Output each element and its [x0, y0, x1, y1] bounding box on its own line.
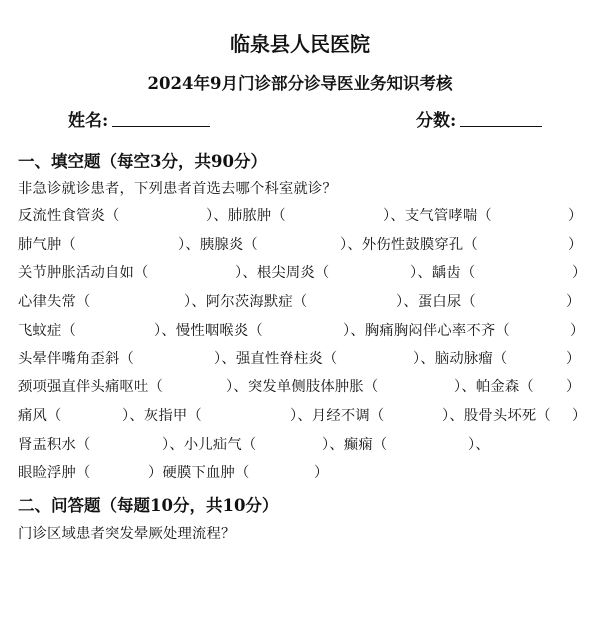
row-segment: 颈项强直伴头痛呕吐（ — [18, 379, 163, 395]
row-segment: ）、肺脓肿（ — [206, 208, 286, 224]
row-segment: ）、灰指甲（ — [122, 408, 202, 424]
row-segment: ）、癫痫（ — [322, 437, 388, 453]
row-segment: 头晕伴嘴角歪斜（ — [18, 351, 134, 367]
score-label: 分数: — [416, 111, 457, 131]
row-segment: ）、帕金森（ — [454, 379, 534, 395]
score-blank-line — [460, 126, 542, 127]
row-segment: 反流性食管炎（ — [18, 208, 120, 224]
row-segment: ）、龋齿（ — [410, 265, 476, 281]
row-segment: 关节肿胀活动自如（ — [18, 265, 149, 281]
exam-subtitle: 2024年9月门诊部分诊导医业务知识考核 — [147, 74, 453, 93]
row-segment: ） — [566, 351, 581, 367]
row-segment: ）、外伤性鼓膜穿孔（ — [340, 237, 478, 253]
exam-title: 临泉县人民医院 — [230, 32, 370, 56]
name-label: 姓名: — [68, 111, 109, 131]
row-segment: ） — [314, 465, 329, 481]
row-segment: ）、 — [468, 437, 490, 453]
row-segment: ） — [566, 294, 581, 310]
section-2-question: 门诊区域患者突发晕厥处理流程？ — [18, 526, 236, 542]
row-segment: ）、慢性咽喉炎（ — [154, 323, 263, 339]
row-segment: ）、蛋白尿（ — [396, 294, 476, 310]
row-segment: ）、胰腺炎（ — [178, 237, 258, 253]
row-segment: ）、小儿疝气（ — [162, 437, 257, 453]
row-segment: ）、月经不调（ — [290, 408, 385, 424]
row-segment: ）硬膜下血肿（ — [148, 465, 250, 481]
row-segment: ）、根尖周炎（ — [235, 265, 330, 281]
row-segment: ）、突发单侧肢体肿胀（ — [226, 379, 379, 395]
section-1-question: 非急诊就诊患者，下列患者首选去哪个科室就诊？ — [18, 181, 337, 197]
row-segment: ） — [568, 208, 583, 224]
section-2-heading: 二、问答题（每题10分，共10分） — [18, 496, 279, 515]
row-segment: ） — [566, 379, 581, 395]
row-segment: 肾盂积水（ — [18, 437, 91, 453]
row-segment: ）、胸痛胸闷伴心率不齐（ — [343, 323, 510, 339]
row-segment: ）、支气管哮喘（ — [383, 208, 492, 224]
row-segment: ） — [572, 265, 587, 281]
row-segment: 心律失常（ — [18, 294, 91, 310]
row-segment: 眼睑浮肿（ — [18, 465, 91, 481]
row-segment: ）、强直性脊柱炎（ — [214, 351, 338, 367]
name-blank-line — [112, 126, 210, 127]
row-segment: ） — [572, 408, 587, 424]
row-segment: ） — [568, 237, 583, 253]
row-segment: 飞蚊症（ — [18, 323, 76, 339]
row-segment: 痛风（ — [18, 408, 62, 424]
row-segment: 肺气肿（ — [18, 237, 76, 253]
row-segment: ） — [570, 323, 585, 339]
row-segment: ）、脑动脉瘤（ — [413, 351, 508, 367]
row-segment: ）、阿尔茨海默症（ — [184, 294, 308, 310]
row-segment: ）、股骨头坏死（ — [442, 408, 551, 424]
section-1-heading: 一、填空题（每空3分，共90分） — [18, 152, 267, 171]
